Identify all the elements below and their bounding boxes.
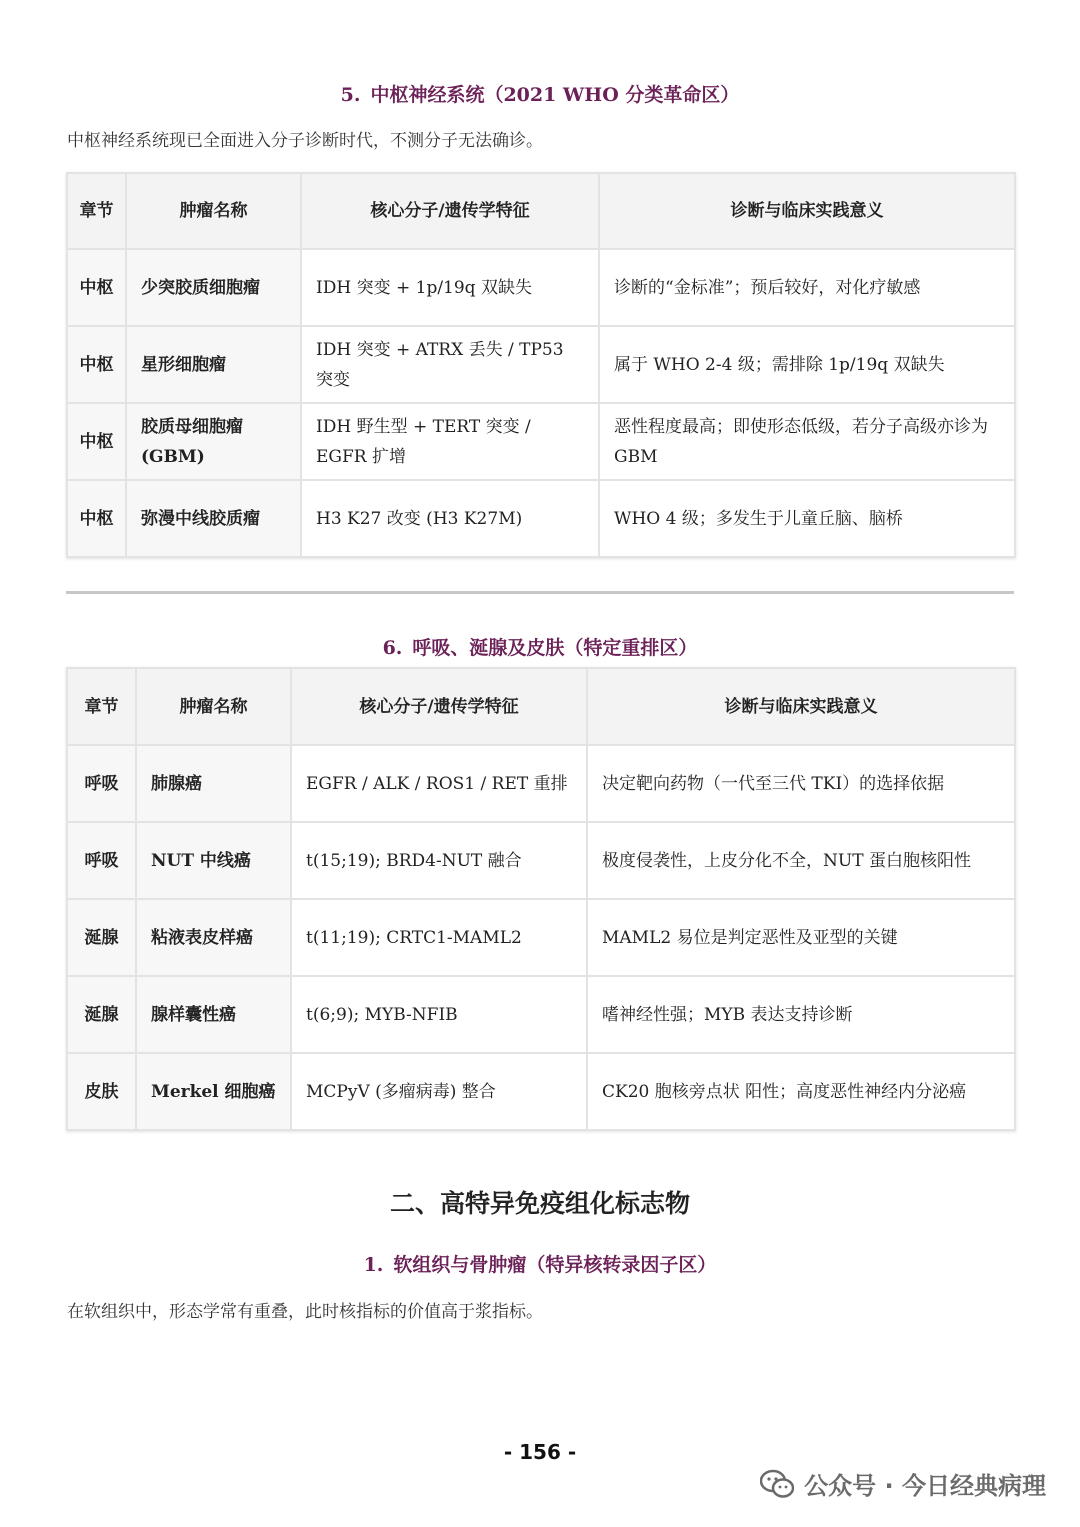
cell-tumor-name: 少突胶质细胞瘤 (126, 249, 301, 326)
cell-chapter: 呼吸 (67, 745, 136, 822)
cell-chapter: 中枢 (67, 480, 126, 557)
section1-number: 1. (363, 1254, 384, 1276)
page-number: - 156 - (503, 1440, 577, 1464)
cell-tumor-name: Merkel 细胞癌 (136, 1053, 291, 1130)
cell-molecular: t(6;9); MYB-NFIB (291, 976, 587, 1053)
wechat-icon (760, 1469, 794, 1499)
table-row (67, 480, 1015, 557)
section5-number: 5. (340, 84, 361, 106)
table-header-row (67, 668, 1015, 745)
cell-chapter: 中枢 (67, 249, 126, 326)
section6-number: 6. (382, 637, 403, 659)
table-row (67, 1053, 1015, 1130)
cell-significance: 诊断的“金标准”；预后较好，对化疗敏感 (599, 249, 1015, 326)
header-chapter: 章节 (67, 173, 126, 249)
table-row (67, 403, 1015, 480)
cell-molecular: H3 K27 改变 (H3 K27M) (301, 480, 599, 557)
cell-chapter: 皮肤 (67, 1053, 136, 1130)
cell-molecular: t(15;19); BRD4-NUT 融合 (291, 822, 587, 899)
section6-title (0, 633, 1080, 660)
cell-tumor-name: 肺腺癌 (136, 745, 291, 822)
cell-molecular: IDH 野生型 + TERT 突变 / EGFR 扩增 (301, 403, 599, 480)
cell-tumor-name: 星形细胞瘤 (126, 326, 301, 403)
cell-significance: 决定靶向药物（一代至三代 TKI）的选择依据 (587, 745, 1015, 822)
cell-significance: WHO 4 级；多发生于儿童丘脑、脑桥 (599, 480, 1015, 557)
watermark-text: 公众号 · 今日经典病理 (804, 1472, 1046, 1500)
header-molecular: 核心分子/遗传学特征 (291, 668, 587, 745)
cell-chapter: 中枢 (67, 326, 126, 403)
table-row (67, 326, 1015, 403)
cell-molecular: IDH 突变 + ATRX 丢失 / TP53 突变 (301, 326, 599, 403)
cell-molecular: MCPyV (多瘤病毒) 整合 (291, 1053, 587, 1130)
cell-tumor-name: NUT 中线癌 (136, 822, 291, 899)
section1-title-text: 软组织与骨肿瘤（特异核转录因子区） (393, 1254, 717, 1276)
header-significance: 诊断与临床实践意义 (587, 668, 1015, 745)
section1-intro: 在软组织中，形态学常有重叠，此时核指标的价值高于浆指标。 (67, 1302, 543, 1322)
cell-significance: CK20 胞核旁点状 阳性；高度恶性神经内分泌癌 (587, 1053, 1015, 1130)
part-two-heading: 二、高特异免疫组化标志物 (389, 1189, 690, 1218)
table-row (67, 899, 1015, 976)
cns-table (66, 172, 1016, 558)
respiratory-salivary-skin-table (66, 667, 1016, 1131)
cell-chapter: 涎腺 (67, 899, 136, 976)
cell-molecular: EGFR / ALK / ROS1 / RET 重排 (291, 745, 587, 822)
cell-significance: MAML2 易位是判定恶性及亚型的关键 (587, 899, 1015, 976)
cell-significance: 嗜神经性强；MYB 表达支持诊断 (587, 976, 1015, 1053)
cell-tumor-name: 弥漫中线胶质瘤 (126, 480, 301, 557)
header-tumor-name: 肿瘤名称 (126, 173, 301, 249)
section-divider (66, 591, 1014, 594)
cell-chapter: 中枢 (67, 403, 126, 480)
header-molecular: 核心分子/遗传学特征 (301, 173, 599, 249)
section5-title-text: 中枢神经系统（2021 WHO 分类革命区） (370, 84, 740, 106)
cell-molecular: t(11;19); CRTC1-MAML2 (291, 899, 587, 976)
table-row (67, 745, 1015, 822)
cell-tumor-name: 粘液表皮样癌 (136, 899, 291, 976)
cell-chapter: 涎腺 (67, 976, 136, 1053)
section1-title (0, 1250, 1080, 1277)
header-tumor-name: 肿瘤名称 (136, 668, 291, 745)
table-row (67, 822, 1015, 899)
wechat-watermark (760, 1466, 1046, 1501)
cell-significance: 属于 WHO 2-4 级；需排除 1p/19q 双缺失 (599, 326, 1015, 403)
table-header-row (67, 173, 1015, 249)
table-row (67, 976, 1015, 1053)
section6-title-text: 呼吸、涎腺及皮肤（特定重排区） (412, 637, 698, 659)
cell-chapter: 呼吸 (67, 822, 136, 899)
header-chapter: 章节 (67, 668, 136, 745)
cell-significance: 极度侵袭性，上皮分化不全，NUT 蛋白胞核阳性 (587, 822, 1015, 899)
header-significance: 诊断与临床实践意义 (599, 173, 1015, 249)
table-row (67, 249, 1015, 326)
cell-tumor-name: 胶质母细胞瘤 (GBM) (126, 403, 301, 480)
section5-title (0, 80, 1080, 107)
section5-intro: 中枢神经系统现已全面进入分子诊断时代，不测分子无法确诊。 (67, 131, 543, 151)
cell-tumor-name: 腺样囊性癌 (136, 976, 291, 1053)
cell-significance: 恶性程度最高；即使形态低级，若分子高级亦诊为 GBM (599, 403, 1015, 480)
cell-molecular: IDH 突变 + 1p/19q 双缺失 (301, 249, 599, 326)
